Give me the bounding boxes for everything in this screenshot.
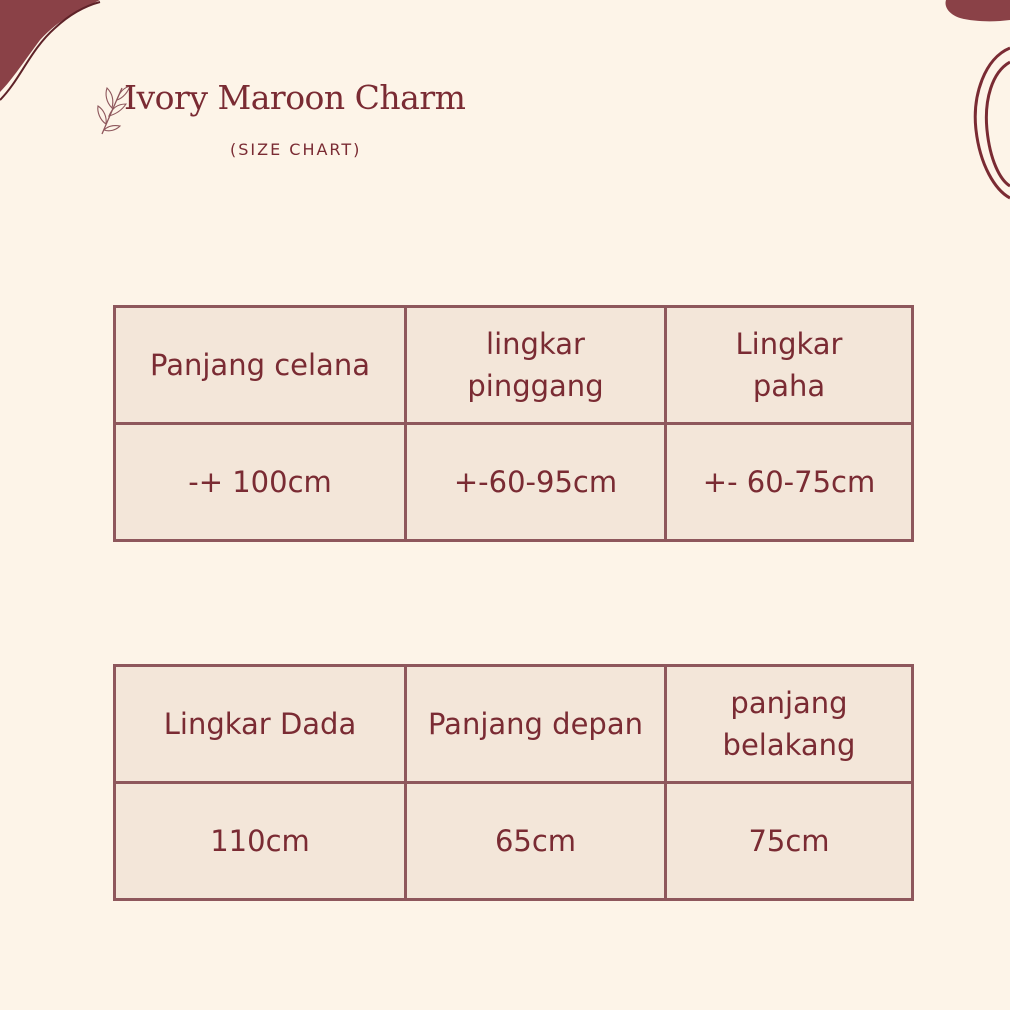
value-cell-lingkar-pinggang: +-60-95cm xyxy=(406,424,666,541)
size-table-top xyxy=(113,664,914,901)
header-cell-lingkar-paha: Lingkar paha xyxy=(666,307,913,424)
top-left-decoration xyxy=(0,0,110,110)
value-cell-panjang-depan: 65cm xyxy=(406,783,666,900)
brand-header xyxy=(96,78,496,168)
header-cell-panjang-depan: Panjang depan xyxy=(406,666,666,783)
table-header-row xyxy=(115,307,913,424)
table-header-row xyxy=(115,666,913,783)
value-cell-panjang-belakang: 75cm xyxy=(666,783,913,900)
value-cell-lingkar-paha: +- 60-75cm xyxy=(666,424,913,541)
page-subtitle: (SIZE CHART) xyxy=(230,140,362,159)
value-cell-lingkar-dada: 110cm xyxy=(115,783,406,900)
header-cell-panjang-celana: Panjang celana xyxy=(115,307,406,424)
value-cell-panjang-celana: -+ 100cm xyxy=(115,424,406,541)
header-cell-panjang-belakang: panjang belakang xyxy=(666,666,913,783)
size-table-pants xyxy=(113,305,914,542)
top-right-decoration xyxy=(940,0,1010,210)
header-cell-lingkar-dada: Lingkar Dada xyxy=(115,666,406,783)
table-value-row xyxy=(115,783,913,900)
brand-name: Ivory Maroon Charm xyxy=(124,78,466,117)
table-value-row xyxy=(115,424,913,541)
header-cell-lingkar-pinggang: lingkar pinggang xyxy=(406,307,666,424)
